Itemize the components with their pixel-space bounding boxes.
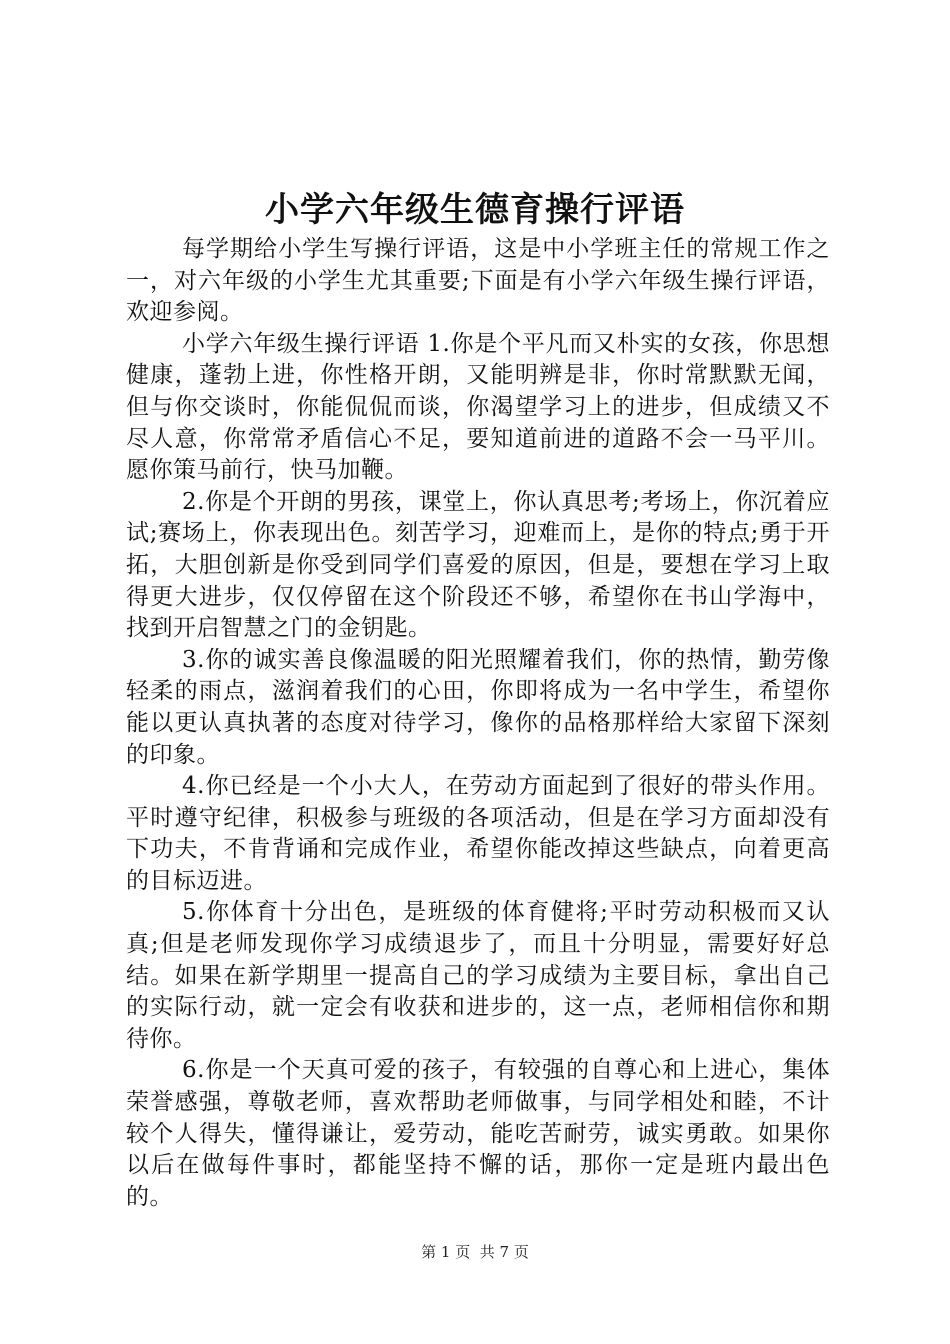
page-number: 第 1 页 共 7 页: [421, 1243, 529, 1261]
comment-paragraph-2: 2.你是个开朗的男孩，课堂上，你认真思考;考场上，你沉着应试;赛场上，你表现出色。刻苦学习，迎难而上，是你的特点;勇于开拓，大胆创新是你受到同学们喜爱的原因，但是，要想在学习上取得更大进步，仅仅停留在这个阶段还不够，希望你在书山学海中，找到开启智慧之门的金钥匙。: [126, 488, 830, 642]
comment-paragraph-1: 小学六年级生操行评语 1.你是个平凡而又朴实的女孩，你思想健康，蓬勃上进，你性格开朗，又能明辨是非，你时常默默无闻，但与你交谈时，你能侃侃而谈，你渴望学习上的进步，但成绩又不尽人意，你常常矛盾信心不足，要知道前进的道路不会一马平川。愿你策马前行，快马加鞭。: [126, 330, 830, 484]
document-body: [126, 234, 830, 1213]
comment-paragraph-5: 5.你体育十分出色，是班级的体育健将;平时劳动积极而又认真;但是老师发现你学习成绩退步了，而且十分明显，需要好好总结。如果在新学期里一提高自己的学习成绩为主要目标，拿出自己的实际行动，就一定会有收获和进步的，这一点，老师相信你和期待你。: [126, 899, 830, 1052]
comment-paragraph-6: 6.你是一个天真可爱的孩子，有较强的自尊心和上进心，集体荣誉感强，尊敬老师，喜欢帮助老师做事，与同学相处和睦，不计较个人得失，懂得谦让，爱劳动，能吃苦耐劳，诚实勇敢。如果你以后在做每件事时，都能坚持不懈的话，那你一定是班内最出色的。: [126, 1057, 830, 1210]
intro-paragraph: 每学期给小学生写操行评语，这是中小学班主任的常规工作之一，对六年级的小学生尤其重要;下面是有小学六年级生操行评语，欢迎参阅。: [126, 236, 830, 326]
comment-paragraph-3: 3.你的诚实善良像温暖的阳光照耀着我们，你的热情，勤劳像轻柔的雨点，滋润着我们的心田，你即将成为一名中学生，希望你能以更认真执著的态度对待学习，像你的品格那样给大家留下深刻的印象。: [126, 646, 830, 768]
page-title: 小学六年级生德育操行评语: [265, 190, 685, 230]
page-footer: [0, 1242, 950, 1262]
comment-paragraph-4: 4.你已经是一个小大人，在劳动方面起到了很好的带头作用。平时遵守纪律，积极参与班级的各项活动，但是在学习方面却没有下功夫，不肯背诵和完成作业，希望你能改掉这些缺点，向着更高的目标迈进。: [126, 773, 830, 894]
